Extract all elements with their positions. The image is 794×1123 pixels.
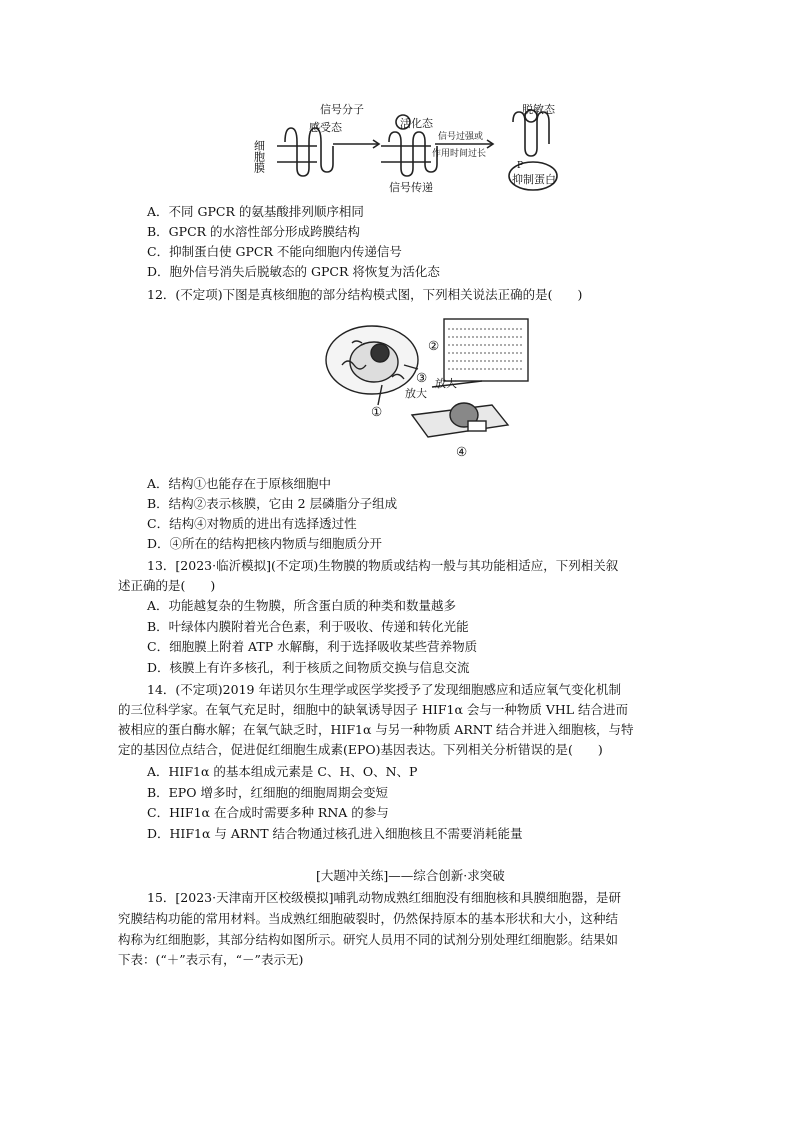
- structure-3-label: ③: [416, 370, 428, 385]
- activated-state-label: 活化态: [400, 117, 433, 130]
- q13-stem-1: 13．[2023·临沂模拟](不定项)生物膜的物质或结构一般与其功能相适应，下列相关叙: [147, 558, 619, 573]
- q11-option-a: A．不同 GPCR 的氨基酸排列顺序相同: [147, 204, 364, 219]
- q12-option-d: D．④所在的结构把核内物质与细胞质分开: [147, 536, 383, 551]
- q11-option-d: D．胞外信号消失后脱敏态的 GPCR 将恢复为活化态: [147, 264, 440, 279]
- q13-stem-2: 述正确的是( ): [118, 578, 216, 593]
- q11-option-b: B．GPCR 的水溶性部分形成跨膜结构: [147, 224, 361, 239]
- structure-1-label: ①: [371, 404, 383, 419]
- q14-stem-1: 14．(不定项)2019 年诺贝尔生理学或医学奖授予了发现细胞感应和适应氧气变化机制: [147, 682, 621, 697]
- arrow-condition-top: 信号过强或: [438, 132, 484, 142]
- inhibitor-protein-label: 抑制蛋白: [512, 173, 556, 186]
- q15-stem-4: 下表：(“＋”表示有，“－”表示无): [118, 952, 304, 967]
- desensitized-state-label: 脱敏态: [522, 103, 555, 116]
- q15-stem-1: 15．[2023·天津南开区校级模拟]哺乳动物成熟红细胞没有细胞核和具膜细胞器，是研: [147, 890, 621, 905]
- arrow-condition-bottom: 作用时间过长: [432, 149, 487, 159]
- signal-transfer-label: 信号传递: [389, 181, 433, 194]
- q12-option-b: B．结构②表示核膜，它由 2 层磷脂分子组成: [147, 496, 398, 511]
- q11-option-c: C．抑制蛋白使 GPCR 不能向细胞内传递信号: [147, 244, 402, 259]
- q13-option-a: A．功能越复杂的生物膜，所含蛋白质的种类和数量越多: [147, 598, 457, 613]
- signal-molecule-label: 信号分子: [320, 103, 364, 116]
- phosphate-label: P: [517, 161, 524, 171]
- structure-4-label: ④: [456, 444, 468, 459]
- q12-option-a: A．结构①也能存在于原核细胞中: [147, 476, 332, 491]
- q13-option-c: C．细胞膜上附着 ATP 水解酶，利于选择吸收某些营养物质: [147, 639, 478, 654]
- q15-stem-3: 构称为红细胞影，其部分结构如图所示。研究人员用不同的试剂分别处理红细胞影。结果如: [118, 932, 619, 947]
- zoom-label-a: 放大: [435, 377, 457, 390]
- receptive-state-label: 感受态: [309, 121, 342, 134]
- membrane-label: 细胞膜: [252, 140, 266, 173]
- structure-2-label: ②: [428, 338, 440, 353]
- q14-option-d: D．HIF1α 与 ARNT 结合物通过核孔进入细胞核且不需要消耗能量: [147, 826, 523, 841]
- q14-stem-3: 被相应的蛋白酶水解；在氧气缺乏时，HIF1α 与另一种物质 ARNT 结合并进入细胞核，与特: [118, 722, 634, 737]
- q13-option-d: D．核膜上有许多核孔，利于核质之间物质交换与信息交流: [147, 660, 470, 675]
- q14-option-b: B．EPO 增多时，红细胞的细胞周期会变短: [147, 785, 388, 800]
- cell-structure-figure: [322, 315, 532, 465]
- q14-option-c: C．HIF1α 在合成时需要多种 RNA 的参与: [147, 805, 389, 820]
- q15-stem-2: 究膜结构功能的常用材料。当成熟红细胞破裂时，仍然保持原本的基本形状和大小，这种结: [118, 911, 619, 926]
- section-title: [大题冲关练]——综合创新·求突破: [316, 868, 505, 883]
- q12-option-c: C．结构④对物质的进出有选择透过性: [147, 516, 357, 531]
- q14-option-a: A．HIF1α 的基本组成元素是 C、H、O、N、P: [147, 764, 418, 779]
- q13-option-b: B．叶绿体内膜附着光合色素，利于吸收、传递和转化光能: [147, 619, 469, 634]
- q12-stem: 12．(不定项)下图是真核细胞的部分结构模式图，下列相关说法正确的是( ): [147, 287, 583, 302]
- zoom-label-b: 放大: [405, 387, 427, 400]
- q14-stem-4: 定的基因位点结合，促进促红细胞生成素(EPO)基因表达。下列相关分析错误的是( ): [118, 742, 603, 757]
- q14-stem-2: 的三位科学家。在氧气充足时，细胞中的缺氧诱导因子 HIF1α 会与一种物质 VHL 结合进而: [118, 702, 629, 717]
